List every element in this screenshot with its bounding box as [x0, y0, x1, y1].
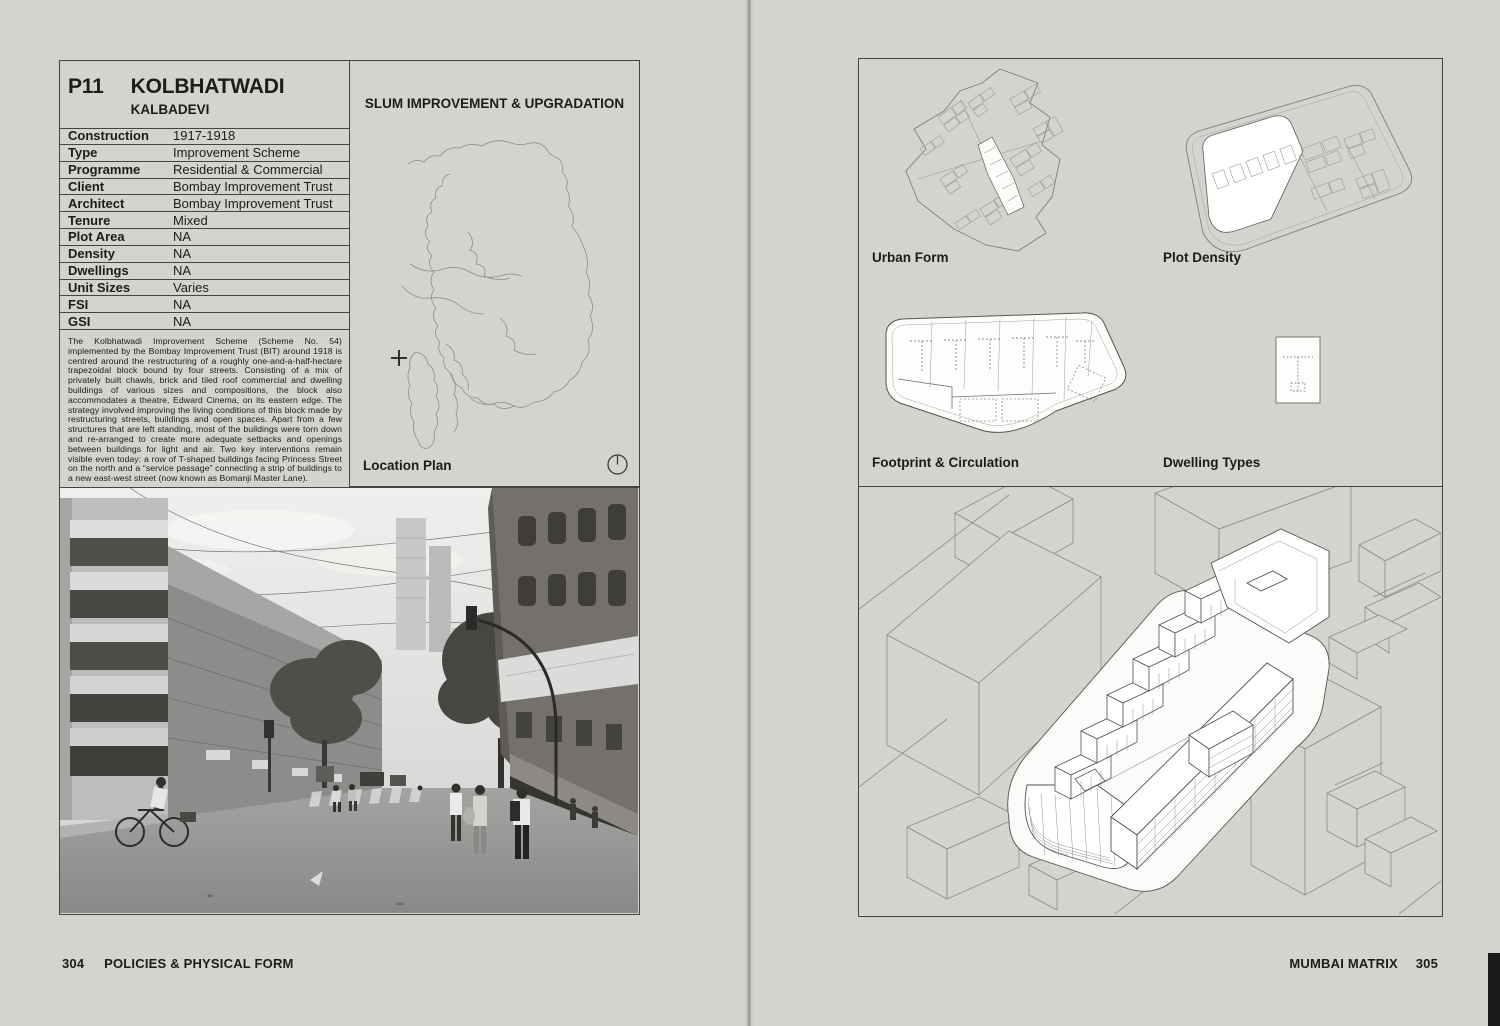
dwelling-types-cell — [1150, 281, 1443, 487]
right-page-footer — [1289, 956, 1438, 971]
spec-row — [60, 296, 349, 313]
spec-row — [60, 263, 349, 280]
spec-label: Architect — [68, 195, 125, 211]
spec-row — [60, 229, 349, 246]
spec-label: Dwellings — [68, 263, 129, 279]
spec-value: NA — [173, 229, 192, 245]
footprint-circulation-label: Footprint & Circulation — [872, 455, 1019, 470]
spec-row — [60, 313, 349, 330]
spec-row — [60, 162, 349, 179]
spec-value: NA — [173, 263, 192, 279]
spec-value: 1917-1918 — [173, 128, 236, 144]
spec-label: Type — [68, 145, 98, 161]
urban-form-label: Urban Form — [872, 250, 949, 265]
book-edge-shadow — [1488, 953, 1500, 1026]
spec-row — [60, 195, 349, 212]
footprint-drawing — [860, 287, 1150, 467]
plot-density-drawing — [1151, 61, 1441, 261]
spec-value: Bombay Improvement Trust — [173, 178, 333, 194]
plot-density-label: Plot Density — [1163, 250, 1242, 265]
urban-form-cell — [858, 58, 1151, 282]
right-section-title: MUMBAI MATRIX — [1289, 956, 1398, 971]
plot-density-cell — [1150, 58, 1443, 282]
project-code: P11 — [68, 75, 104, 98]
spec-value: NA — [173, 313, 192, 329]
spec-label: Unit Sizes — [68, 280, 131, 296]
right-page-number: 305 — [1415, 956, 1438, 971]
left-section-title: POLICIES & PHYSICAL FORM — [104, 956, 294, 971]
spec-label: Programme — [68, 162, 141, 178]
footprint-circulation-cell — [858, 281, 1151, 487]
spec-value: NA — [173, 296, 192, 312]
spec-row — [60, 280, 349, 297]
description-panel — [59, 330, 350, 487]
project-header-panel — [59, 60, 350, 129]
location-plan-map — [350, 136, 638, 476]
spec-label: Density — [68, 246, 115, 262]
spec-label: Plot Area — [68, 229, 125, 245]
spec-label: Client — [68, 178, 105, 194]
left-page-footer — [62, 956, 294, 971]
spec-value: Residential & Commercial — [173, 162, 323, 178]
description-text: The Kolbhatwadi Improvement Scheme (Scheme No. 54) implemented by the Bombay Improvement Trust (BIT) around 1918 is centred around the restructuring of a roughly one-and-a-half-hectare trapezoidal block bound by four streets. Consisting of a mix of privately built chawls, brick and tiled roof commercial and dwelling buildings of various sizes and compositions, the block also accommodates a theatre, Edward Cinema, on its eastern edge. The strategy involved improving the living conditions of this block made by restructuring streets, buildings and open spaces. Apart from a few structures that are left standing, most of the buildings were torn down and re-arranged to create more adequate setbacks and openings between buildings for light and air. Two key interventions remain visible even today: a row of T-shaped buildings facing Princess Street on the north and a “service passage” connecting a strip of buildings to a new east-west street (now known as Bomanji Master Lane). — [68, 336, 342, 484]
plus-cross-marker — [391, 350, 407, 366]
project-title: KOLBHATWADI — [130, 75, 285, 98]
spec-value: Improvement Scheme — [173, 145, 301, 161]
project-subtitle: KALBADEVI — [130, 102, 210, 117]
spec-label: GSI — [68, 313, 91, 329]
spec-label: FSI — [68, 296, 89, 312]
spec-table — [59, 128, 350, 330]
street-photograph — [59, 487, 640, 915]
spec-value: Mixed — [173, 212, 208, 228]
dwelling-types-label: Dwelling Types — [1163, 455, 1261, 470]
location-plan-label: Location Plan — [363, 458, 452, 473]
page-gutter — [746, 0, 754, 1026]
spec-row — [60, 128, 349, 145]
spec-value: NA — [173, 246, 192, 262]
category-header: SLUM IMPROVEMENT & UPGRADATION — [364, 96, 625, 111]
dwelling-types-drawing — [1151, 287, 1441, 467]
spec-row — [60, 145, 349, 162]
spec-row — [60, 179, 349, 196]
location-plan-panel — [349, 128, 640, 487]
urban-form-drawing — [860, 61, 1150, 261]
category-header-panel — [349, 60, 640, 129]
spec-row — [60, 246, 349, 263]
axonometric-cell — [858, 487, 1443, 917]
north-arrow-icon — [606, 453, 629, 476]
scheme-axonometric-drawing — [859, 487, 1441, 914]
spec-row — [60, 212, 349, 229]
spec-label: Tenure — [68, 212, 111, 228]
spec-value: Varies — [173, 280, 209, 296]
spec-label: Construction — [68, 128, 149, 144]
spec-value: Bombay Improvement Trust — [173, 195, 333, 211]
left-page-number: 304 — [62, 956, 85, 971]
